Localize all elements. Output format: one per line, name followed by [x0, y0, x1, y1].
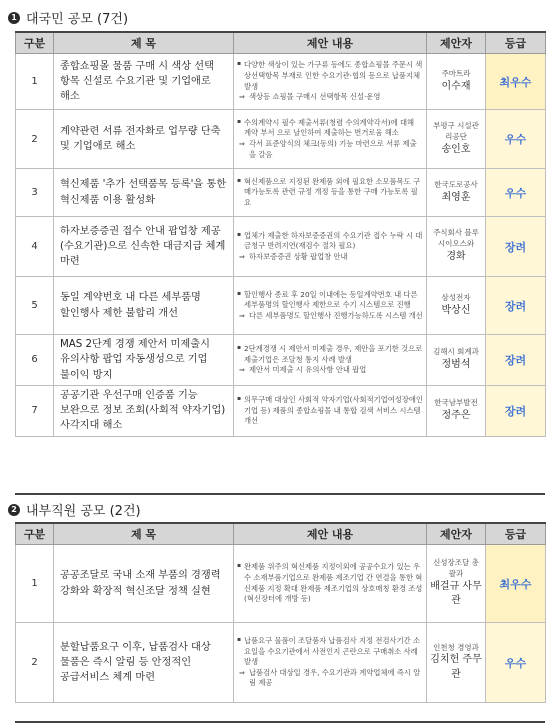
- proposal-content: [234, 110, 427, 169]
- proposer-name: 송인호: [441, 143, 471, 155]
- table-row: [16, 623, 546, 703]
- section2-title: 내부직원 공모 (2건): [26, 504, 141, 519]
- content-list: [237, 177, 423, 209]
- content-solution-item: ⇒ 납품검사 대상일 경우, 수요기관과 계약업체에 즉시 알림 제공: [237, 668, 423, 689]
- section1-badge: 1: [8, 12, 20, 24]
- proposer: [427, 169, 486, 217]
- grade-badge: 최우수: [486, 54, 546, 110]
- content-solution-item: ⇒ 제안서 미제출 시 유의사항 안내 팝업: [237, 365, 423, 376]
- content-bullet-item: ▪ 납품요구 물품이 조달품자 납품검사 지정 전검사기간 소요일을 수요기관에서 사전인지 곤란으로 구매취소 사례 발생: [237, 636, 423, 668]
- proposer-name: 김치헌 주무관: [430, 654, 482, 680]
- proposal-content: [234, 623, 427, 703]
- proposer-name: 경화: [446, 251, 466, 263]
- content-solution-item: ⇒ 하자보증증권 상황 팝업창 안내: [237, 252, 423, 263]
- proposal-title: 계약관련 서류 전자화로 업무량 단축 및 기업애로 해소: [54, 110, 234, 169]
- table-row: [16, 277, 546, 335]
- header-title: 제 목: [54, 32, 234, 54]
- grade-badge: 장려: [486, 335, 546, 386]
- proposer-org: 인천청 경영과: [433, 642, 479, 652]
- proposer-org: 한국남부발전: [434, 398, 478, 408]
- section2-badge: 2: [8, 504, 20, 516]
- proposer: [427, 385, 486, 436]
- proposer-org: 주식회사 블루시이오스와: [433, 228, 479, 249]
- content-list: [237, 290, 423, 322]
- proposer-org: 한국도로공사: [434, 179, 478, 189]
- row-number: 7: [16, 385, 54, 436]
- grade-badge: 장려: [486, 217, 546, 277]
- content-bullet-item: ▪ 할인행사 종료 후 20일 이내에는 동일계약번호 내 다른 세부품명의 할인행사 제한으로 수기 시스템으로 진행: [237, 290, 423, 311]
- header-title: 제 목: [54, 523, 234, 545]
- row-number: 4: [16, 217, 54, 277]
- proposer: [427, 545, 486, 623]
- proposal-title: 공공기관 우선구매 인증품 기능 보완으로 정보 조회(사회적 약자기업) 사각지대 해소: [54, 385, 234, 436]
- table1-bottom-rule: [15, 493, 545, 495]
- content-bullet-item: ▪ 혁신제품으로 지정된 완제품 외에 필요한 소모품목도 구매가능토록 관련 규정 개정 등을 통한 구매 가능토록 필요: [237, 177, 423, 209]
- row-number: 5: [16, 277, 54, 335]
- proposer: [427, 623, 486, 703]
- public-proposals-table: [15, 31, 546, 437]
- content-list: [237, 636, 423, 689]
- proposal-content: [234, 335, 427, 386]
- row-number: 3: [16, 169, 54, 217]
- content-bullet-item: ▪ 완제품 위주의 혁신제품 지정이외에 공공수요가 있는 우수 소재부품기업으로 완제품 제조기업 간 연결을 통한 혁신제품 지정 확대 완제품 제조기업의 상호매칭 환경 조성(혁신장터에 개방 등): [237, 562, 423, 604]
- grade-badge: 우수: [486, 623, 546, 703]
- header-content: 제안 내용: [234, 523, 427, 545]
- proposer-name: 이수재: [441, 80, 471, 92]
- proposer-name: 정범석: [441, 359, 471, 371]
- content-bullet-item: ▪ 업체가 제출한 하자보증증권의 수요기관 접수 누락 시 대금청구 반려지연(재검수 절차 필요): [237, 231, 423, 252]
- content-solution-item: ⇒ 각서 표준양식의 체크(동의) 기능 마련으로 서류 제출을 갈음: [237, 139, 423, 160]
- proposer: [427, 277, 486, 335]
- content-list: [237, 562, 423, 604]
- table-row: [16, 385, 546, 436]
- section2-heading: [8, 500, 141, 519]
- proposer-org: 부평구 시설관리공단: [433, 120, 479, 141]
- content-bullet-item: ▪ 수의계약시 필수 제출서류(청렴 수의계약각서)에 대해 계약 부서 으로 날인하여 제출하는 번거로움 해소: [237, 118, 423, 139]
- header-grade: 등급: [486, 523, 546, 545]
- table-row: [16, 217, 546, 277]
- header-no: 구분: [16, 32, 54, 54]
- grade-badge: 장려: [486, 385, 546, 436]
- proposal-title: MAS 2단계 경쟁 제안서 미제출시 유의사항 팝업 자동생성으로 기업 불이익 방지: [54, 335, 234, 386]
- content-bullet-item: ▪ 의무구매 대상인 사회적 약자기업(사회적기업여성장애인기업 등) 제품의 종합쇼핑몰 내 통합 검색 서비스 시스템 개선: [237, 395, 423, 427]
- proposer: [427, 217, 486, 277]
- content-list: [237, 344, 423, 376]
- table-header-row: [16, 32, 546, 54]
- header-proposer: 제안자: [427, 32, 486, 54]
- proposer-name: 최영훈: [441, 191, 471, 203]
- table-row: [16, 54, 546, 110]
- proposer-org: 삼성전자: [441, 292, 471, 302]
- proposer-name: 정주은: [441, 410, 471, 422]
- table-row: [16, 110, 546, 169]
- proposal-content: [234, 169, 427, 217]
- proposer-org: 주마트라: [441, 68, 471, 78]
- grade-badge: 우수: [486, 169, 546, 217]
- proposal-content: [234, 217, 427, 277]
- table-row: [16, 545, 546, 623]
- content-list: [237, 118, 423, 160]
- proposer: [427, 335, 486, 386]
- table-row: [16, 335, 546, 386]
- header-no: 구분: [16, 523, 54, 545]
- row-number: 6: [16, 335, 54, 386]
- proposal-content: [234, 545, 427, 623]
- proposer: [427, 110, 486, 169]
- table2-bottom-rule: [15, 721, 545, 723]
- proposal-content: [234, 54, 427, 110]
- proposal-title: 분할납품요구 이후, 납품검사 대상 물품은 즉시 알림 등 안정적인 공급서비스 체계 마련: [54, 623, 234, 703]
- grade-badge: 최우수: [486, 545, 546, 623]
- table-row: [16, 169, 546, 217]
- proposal-title: 동일 계약번호 내 다른 세부품명 할인행사 제한 불합리 개선: [54, 277, 234, 335]
- content-solution-item: ⇒ 색상등 쇼핑몰 구매시 선택항목 신설·운영: [237, 92, 423, 103]
- header-proposer: 제안자: [427, 523, 486, 545]
- content-list: [237, 395, 423, 427]
- grade-badge: 우수: [486, 110, 546, 169]
- row-number: 2: [16, 623, 54, 703]
- table-header-row: [16, 523, 546, 545]
- row-number: 2: [16, 110, 54, 169]
- row-number: 1: [16, 54, 54, 110]
- content-list: [237, 231, 423, 263]
- header-content: 제안 내용: [234, 32, 427, 54]
- grade-badge: 장려: [486, 277, 546, 335]
- section1-title: 대국민 공모 (7건): [26, 12, 129, 27]
- proposal-content: [234, 385, 427, 436]
- proposal-title: 종합쇼핑몰 물품 구매 시 색상 선택 항목 신설로 수요기관 및 기업애로 해소: [54, 54, 234, 110]
- content-bullet-item: ▪ 다양한 색상이 있는 가구류 등에도 종합쇼핑몰 주문시 색상선택항목 부재로 인한 수요기관·협의 등으로 납품지체발생: [237, 60, 423, 92]
- proposer-name: 박상신: [441, 304, 471, 316]
- content-solution-item: ⇒ 다른 세부품명도 할인행사 진행가능하도록 시스템 개선: [237, 311, 423, 322]
- row-number: 1: [16, 545, 54, 623]
- proposer: [427, 54, 486, 110]
- proposer-org: 신성장조달 총괄과: [433, 558, 479, 578]
- proposal-title: 하자보증증권 접수 안내 팝업창 제공(수요기관)으로 신속한 대금지급 체계 마련: [54, 217, 234, 277]
- proposal-title: 공공조달로 국내 소재 부품의 경쟁력 강화와 확장적 혁신조달 정책 실현: [54, 545, 234, 623]
- section1-heading: [8, 8, 128, 27]
- proposer-name: 배걸규 사무관: [430, 580, 482, 607]
- content-list: [237, 60, 423, 102]
- header-grade: 등급: [486, 32, 546, 54]
- proposal-title: 혁신제품 '추가 선택품목 등록'을 통한 혁신제품 이용 활성화: [54, 169, 234, 217]
- staff-proposals-table: [15, 522, 546, 703]
- proposer-org: 김해시 회계과: [433, 347, 479, 357]
- content-bullet-item: ▪ 2단계경쟁 시 제안서 미제출 경우, 제안을 포기한 것으로 제출기업은 조달청 통지 사례 발생: [237, 344, 423, 365]
- proposal-content: [234, 277, 427, 335]
